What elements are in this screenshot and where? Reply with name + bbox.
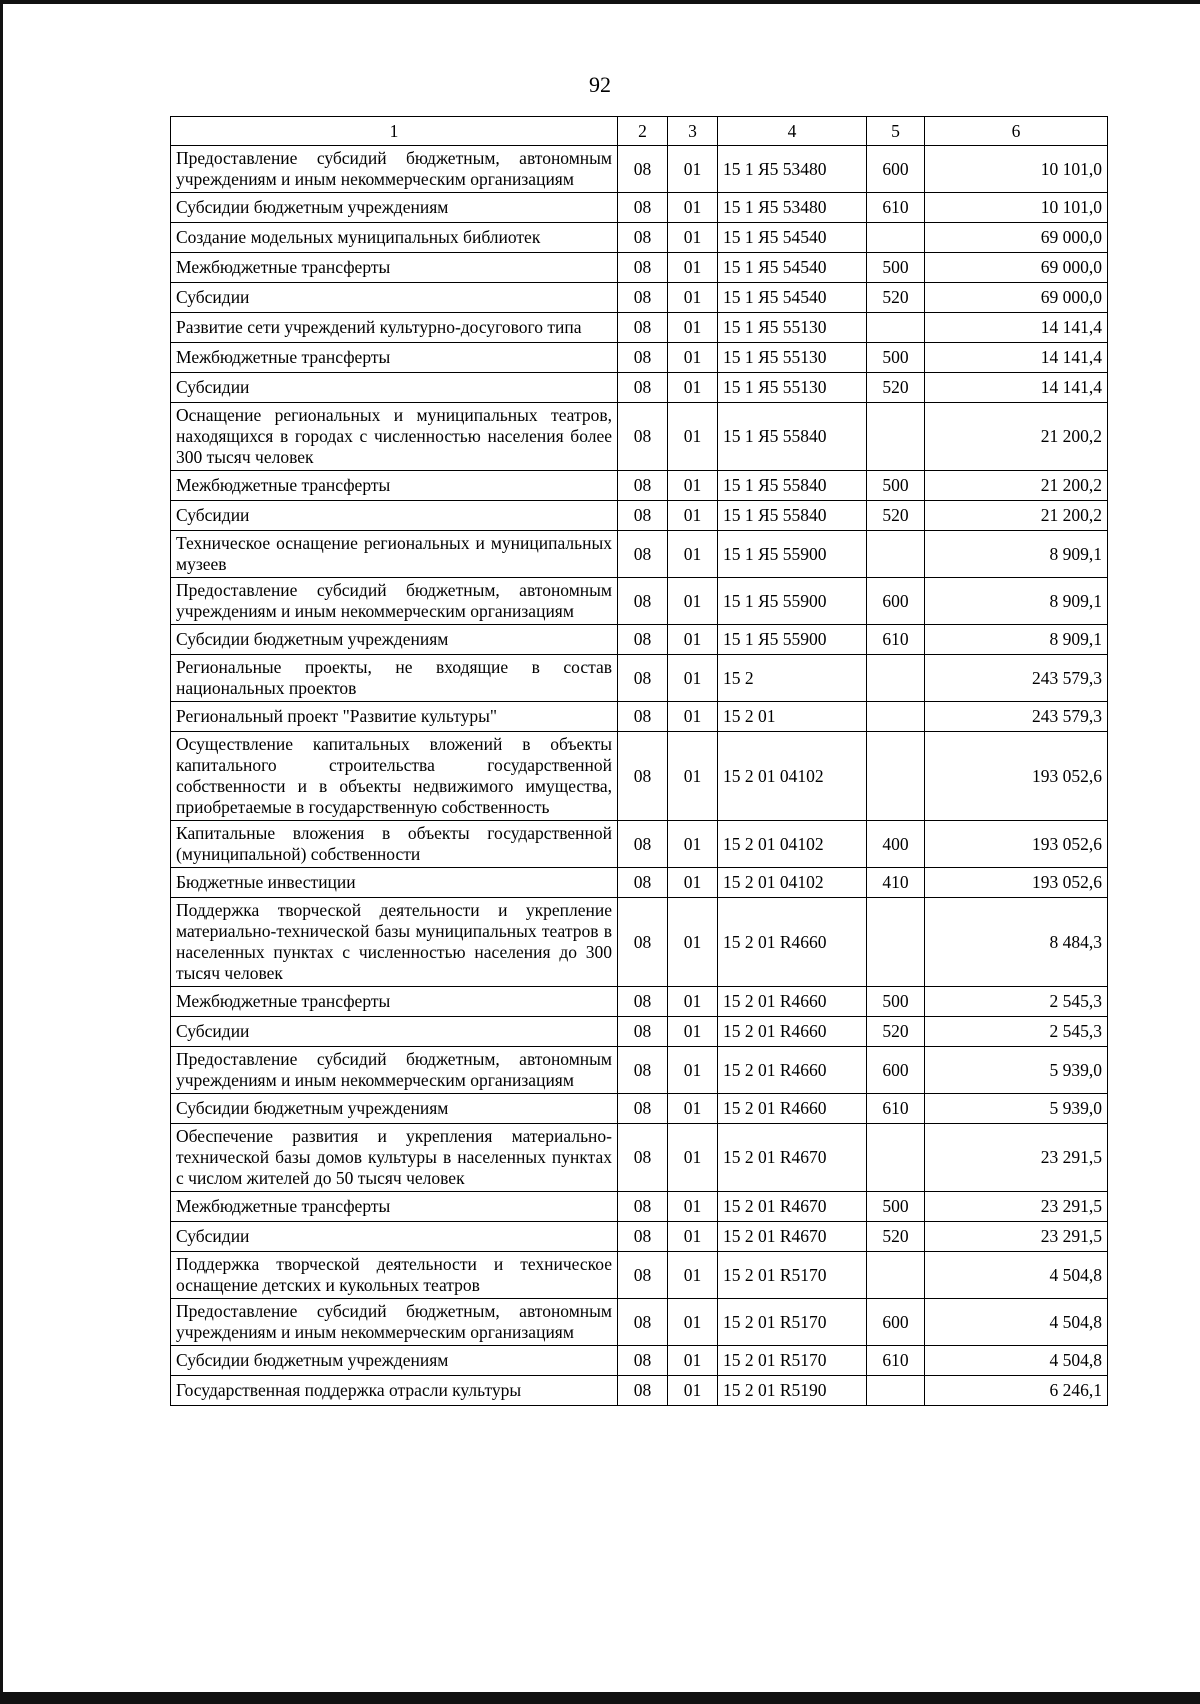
row-expense-type-cell <box>867 732 925 821</box>
row-subsection-cell: 01 <box>668 283 718 313</box>
row-name-cell: Межбюджетные трансферты <box>171 343 618 373</box>
table-row <box>171 223 1108 253</box>
row-section-cell: 08 <box>618 403 668 471</box>
row-amount-cell: 69 000,0 <box>925 223 1108 253</box>
row-amount-cell: 21 200,2 <box>925 403 1108 471</box>
table-row <box>171 1017 1108 1047</box>
table-row <box>171 625 1108 655</box>
table-row <box>171 343 1108 373</box>
row-section-cell: 08 <box>618 1124 668 1192</box>
row-amount-cell: 23 291,5 <box>925 1192 1108 1222</box>
row-amount-cell: 14 141,4 <box>925 343 1108 373</box>
row-name-cell: Региональный проект "Развитие культуры" <box>171 702 618 732</box>
table-row <box>171 821 1108 868</box>
table-row <box>171 1299 1108 1346</box>
row-expense-type-cell: 520 <box>867 373 925 403</box>
table-row <box>171 1192 1108 1222</box>
table-row <box>171 501 1108 531</box>
table-row <box>171 146 1108 193</box>
row-name-cell: Субсидии <box>171 283 618 313</box>
row-expense-type-cell <box>867 1252 925 1299</box>
row-amount-cell: 10 101,0 <box>925 193 1108 223</box>
row-name-cell: Предоставление субсидий бюджетным, автономным учреждениям и иным некоммерческим организациям <box>171 1299 618 1346</box>
row-amount-cell: 14 141,4 <box>925 373 1108 403</box>
row-subsection-cell: 01 <box>668 1124 718 1192</box>
row-section-cell: 08 <box>618 1192 668 1222</box>
row-amount-cell: 14 141,4 <box>925 313 1108 343</box>
table-row <box>171 868 1108 898</box>
row-expense-type-cell: 520 <box>867 501 925 531</box>
row-subsection-cell: 01 <box>668 223 718 253</box>
table-row <box>171 578 1108 625</box>
table-body <box>171 146 1108 1406</box>
row-subsection-cell: 01 <box>668 531 718 578</box>
row-expense-type-cell: 400 <box>867 821 925 868</box>
scan-edge-bottom <box>0 1692 1200 1704</box>
row-section-cell: 08 <box>618 223 668 253</box>
row-name-cell: Региональные проекты, не входящие в состав национальных проектов <box>171 655 618 702</box>
row-expense-type-cell: 600 <box>867 578 925 625</box>
row-name-cell: Государственная поддержка отрасли культуры <box>171 1376 618 1406</box>
row-subsection-cell: 01 <box>668 253 718 283</box>
row-expense-type-cell: 410 <box>867 868 925 898</box>
row-target-article-cell: 15 2 01 R4670 <box>718 1192 867 1222</box>
header-row <box>171 117 1108 146</box>
row-amount-cell: 5 939,0 <box>925 1047 1108 1094</box>
row-name-cell: Субсидии бюджетным учреждениям <box>171 1094 618 1124</box>
row-amount-cell: 5 939,0 <box>925 1094 1108 1124</box>
row-target-article-cell: 15 1 Я5 53480 <box>718 193 867 223</box>
row-subsection-cell: 01 <box>668 343 718 373</box>
row-amount-cell: 8 909,1 <box>925 578 1108 625</box>
row-amount-cell: 69 000,0 <box>925 283 1108 313</box>
table-row <box>171 1346 1108 1376</box>
row-subsection-cell: 01 <box>668 373 718 403</box>
header-col-5: 5 <box>867 117 925 146</box>
row-expense-type-cell: 500 <box>867 471 925 501</box>
row-section-cell: 08 <box>618 313 668 343</box>
row-amount-cell: 69 000,0 <box>925 253 1108 283</box>
table-row <box>171 655 1108 702</box>
row-expense-type-cell: 500 <box>867 987 925 1017</box>
row-name-cell: Субсидии бюджетным учреждениям <box>171 1346 618 1376</box>
row-target-article-cell: 15 1 Я5 55900 <box>718 531 867 578</box>
row-subsection-cell: 01 <box>668 1047 718 1094</box>
row-section-cell: 08 <box>618 146 668 193</box>
row-target-article-cell: 15 1 Я5 53480 <box>718 146 867 193</box>
table-row <box>171 373 1108 403</box>
table-row <box>171 253 1108 283</box>
row-subsection-cell: 01 <box>668 898 718 987</box>
table-row <box>171 1222 1108 1252</box>
row-target-article-cell: 15 2 01 R5190 <box>718 1376 867 1406</box>
row-amount-cell: 23 291,5 <box>925 1222 1108 1252</box>
row-name-cell: Предоставление субсидий бюджетным, автономным учреждениям и иным некоммерческим организациям <box>171 146 618 193</box>
header-col-6: 6 <box>925 117 1108 146</box>
row-target-article-cell: 15 2 01 04102 <box>718 868 867 898</box>
row-amount-cell: 8 909,1 <box>925 531 1108 578</box>
row-expense-type-cell: 600 <box>867 1047 925 1094</box>
row-target-article-cell: 15 2 01 R4660 <box>718 898 867 987</box>
row-target-article-cell: 15 2 01 R4670 <box>718 1124 867 1192</box>
row-subsection-cell: 01 <box>668 1252 718 1299</box>
row-section-cell: 08 <box>618 625 668 655</box>
row-name-cell: Субсидии <box>171 1017 618 1047</box>
row-subsection-cell: 01 <box>668 1192 718 1222</box>
row-section-cell: 08 <box>618 1346 668 1376</box>
row-section-cell: 08 <box>618 343 668 373</box>
row-target-article-cell: 15 1 Я5 54540 <box>718 223 867 253</box>
table-row <box>171 531 1108 578</box>
row-name-cell: Субсидии <box>171 501 618 531</box>
table-row <box>171 898 1108 987</box>
row-subsection-cell: 01 <box>668 313 718 343</box>
table-row <box>171 1252 1108 1299</box>
table-row <box>171 193 1108 223</box>
row-subsection-cell: 01 <box>668 821 718 868</box>
row-subsection-cell: 01 <box>668 1017 718 1047</box>
table-row <box>171 403 1108 471</box>
row-expense-type-cell <box>867 223 925 253</box>
row-subsection-cell: 01 <box>668 702 718 732</box>
row-target-article-cell: 15 2 01 <box>718 702 867 732</box>
row-section-cell: 08 <box>618 732 668 821</box>
row-section-cell: 08 <box>618 702 668 732</box>
row-expense-type-cell: 600 <box>867 1299 925 1346</box>
row-name-cell: Техническое оснащение региональных и муниципальных музеев <box>171 531 618 578</box>
row-expense-type-cell <box>867 1376 925 1406</box>
row-section-cell: 08 <box>618 531 668 578</box>
row-target-article-cell: 15 1 Я5 55840 <box>718 403 867 471</box>
row-target-article-cell: 15 1 Я5 54540 <box>718 283 867 313</box>
row-amount-cell: 6 246,1 <box>925 1376 1108 1406</box>
row-name-cell: Межбюджетные трансферты <box>171 1192 618 1222</box>
table-row <box>171 1376 1108 1406</box>
row-amount-cell: 4 504,8 <box>925 1252 1108 1299</box>
row-expense-type-cell: 520 <box>867 1222 925 1252</box>
header-col-3: 3 <box>668 117 718 146</box>
row-section-cell: 08 <box>618 898 668 987</box>
table-row <box>171 313 1108 343</box>
row-expense-type-cell <box>867 531 925 578</box>
row-target-article-cell: 15 2 <box>718 655 867 702</box>
row-name-cell: Субсидии бюджетным учреждениям <box>171 625 618 655</box>
row-section-cell: 08 <box>618 1094 668 1124</box>
row-expense-type-cell <box>867 898 925 987</box>
row-section-cell: 08 <box>618 821 668 868</box>
row-target-article-cell: 15 2 01 R4670 <box>718 1222 867 1252</box>
row-target-article-cell: 15 2 01 R5170 <box>718 1299 867 1346</box>
row-expense-type-cell <box>867 655 925 702</box>
row-subsection-cell: 01 <box>668 1346 718 1376</box>
row-subsection-cell: 01 <box>668 1376 718 1406</box>
row-name-cell: Создание модельных муниципальных библиотек <box>171 223 618 253</box>
row-name-cell: Субсидии <box>171 1222 618 1252</box>
row-section-cell: 08 <box>618 1222 668 1252</box>
row-section-cell: 08 <box>618 1017 668 1047</box>
row-amount-cell: 243 579,3 <box>925 655 1108 702</box>
row-section-cell: 08 <box>618 373 668 403</box>
scan-edge-left <box>0 0 3 1704</box>
budget-table <box>170 116 1108 1406</box>
row-amount-cell: 21 200,2 <box>925 471 1108 501</box>
row-expense-type-cell <box>867 1124 925 1192</box>
row-target-article-cell: 15 2 01 R4660 <box>718 1047 867 1094</box>
row-target-article-cell: 15 2 01 R4660 <box>718 1017 867 1047</box>
row-target-article-cell: 15 1 Я5 55900 <box>718 578 867 625</box>
row-name-cell: Межбюджетные трансферты <box>171 471 618 501</box>
row-target-article-cell: 15 2 01 R5170 <box>718 1346 867 1376</box>
row-subsection-cell: 01 <box>668 578 718 625</box>
row-name-cell: Капитальные вложения в объекты государственной (муниципальной) собственности <box>171 821 618 868</box>
row-target-article-cell: 15 2 01 R5170 <box>718 1252 867 1299</box>
row-expense-type-cell: 610 <box>867 625 925 655</box>
row-subsection-cell: 01 <box>668 193 718 223</box>
row-amount-cell: 2 545,3 <box>925 1017 1108 1047</box>
row-target-article-cell: 15 1 Я5 54540 <box>718 253 867 283</box>
header-col-1: 1 <box>171 117 618 146</box>
row-name-cell: Осуществление капитальных вложений в объекты капитального строительства государственной собственности и в объекты недвижимого имущества, приобретаемые в государственную собственность <box>171 732 618 821</box>
row-name-cell: Развитие сети учреждений культурно-досугового типа <box>171 313 618 343</box>
table-row <box>171 702 1108 732</box>
table-row <box>171 732 1108 821</box>
row-subsection-cell: 01 <box>668 146 718 193</box>
row-name-cell: Предоставление субсидий бюджетным, автономным учреждениям и иным некоммерческим организациям <box>171 578 618 625</box>
row-subsection-cell: 01 <box>668 1094 718 1124</box>
row-name-cell: Межбюджетные трансферты <box>171 253 618 283</box>
row-name-cell: Межбюджетные трансферты <box>171 987 618 1017</box>
row-expense-type-cell: 610 <box>867 193 925 223</box>
row-amount-cell: 193 052,6 <box>925 821 1108 868</box>
table-row <box>171 283 1108 313</box>
row-section-cell: 08 <box>618 1047 668 1094</box>
row-amount-cell: 21 200,2 <box>925 501 1108 531</box>
row-target-article-cell: 15 2 01 04102 <box>718 821 867 868</box>
table-row <box>171 1124 1108 1192</box>
row-expense-type-cell: 610 <box>867 1094 925 1124</box>
row-section-cell: 08 <box>618 1299 668 1346</box>
row-name-cell: Предоставление субсидий бюджетным, автономным учреждениям и иным некоммерческим организациям <box>171 1047 618 1094</box>
table-row <box>171 1094 1108 1124</box>
row-amount-cell: 243 579,3 <box>925 702 1108 732</box>
row-name-cell: Оснащение региональных и муниципальных театров, находящихся в городах с численностью населения более 300 тысяч человек <box>171 403 618 471</box>
row-subsection-cell: 01 <box>668 1222 718 1252</box>
row-section-cell: 08 <box>618 193 668 223</box>
row-subsection-cell: 01 <box>668 471 718 501</box>
row-section-cell: 08 <box>618 868 668 898</box>
row-amount-cell: 8 909,1 <box>925 625 1108 655</box>
row-expense-type-cell: 600 <box>867 146 925 193</box>
row-section-cell: 08 <box>618 578 668 625</box>
row-section-cell: 08 <box>618 655 668 702</box>
row-section-cell: 08 <box>618 1252 668 1299</box>
row-amount-cell: 10 101,0 <box>925 146 1108 193</box>
row-expense-type-cell: 520 <box>867 283 925 313</box>
table-row <box>171 987 1108 1017</box>
header-col-2: 2 <box>618 117 668 146</box>
row-name-cell: Поддержка творческой деятельности и техническое оснащение детских и кукольных театров <box>171 1252 618 1299</box>
row-section-cell: 08 <box>618 253 668 283</box>
header-col-4: 4 <box>718 117 867 146</box>
row-name-cell: Бюджетные инвестиции <box>171 868 618 898</box>
row-name-cell: Субсидии бюджетным учреждениям <box>171 193 618 223</box>
row-subsection-cell: 01 <box>668 403 718 471</box>
row-target-article-cell: 15 2 01 R4660 <box>718 987 867 1017</box>
row-name-cell: Субсидии <box>171 373 618 403</box>
scan-edge-top <box>0 0 1200 4</box>
row-expense-type-cell <box>867 702 925 732</box>
row-target-article-cell: 15 1 Я5 55840 <box>718 501 867 531</box>
row-subsection-cell: 01 <box>668 655 718 702</box>
row-amount-cell: 193 052,6 <box>925 868 1108 898</box>
row-amount-cell: 4 504,8 <box>925 1346 1108 1376</box>
row-amount-cell: 2 545,3 <box>925 987 1108 1017</box>
row-target-article-cell: 15 1 Я5 55130 <box>718 343 867 373</box>
row-target-article-cell: 15 1 Я5 55840 <box>718 471 867 501</box>
row-subsection-cell: 01 <box>668 501 718 531</box>
row-subsection-cell: 01 <box>668 625 718 655</box>
row-expense-type-cell <box>867 313 925 343</box>
row-expense-type-cell <box>867 403 925 471</box>
table-row <box>171 471 1108 501</box>
row-target-article-cell: 15 1 Я5 55900 <box>718 625 867 655</box>
row-expense-type-cell: 500 <box>867 343 925 373</box>
row-expense-type-cell: 500 <box>867 1192 925 1222</box>
row-subsection-cell: 01 <box>668 868 718 898</box>
row-name-cell: Обеспечение развития и укрепления материально-технической базы домов культуры в населенных пунктах с числом жителей до 50 тысяч человек <box>171 1124 618 1192</box>
row-section-cell: 08 <box>618 501 668 531</box>
row-section-cell: 08 <box>618 283 668 313</box>
row-expense-type-cell: 500 <box>867 253 925 283</box>
row-subsection-cell: 01 <box>668 1299 718 1346</box>
row-section-cell: 08 <box>618 471 668 501</box>
row-section-cell: 08 <box>618 987 668 1017</box>
row-amount-cell: 8 484,3 <box>925 898 1108 987</box>
row-target-article-cell: 15 1 Я5 55130 <box>718 313 867 343</box>
row-section-cell: 08 <box>618 1376 668 1406</box>
row-target-article-cell: 15 2 01 R4660 <box>718 1094 867 1124</box>
row-amount-cell: 4 504,8 <box>925 1299 1108 1346</box>
row-subsection-cell: 01 <box>668 987 718 1017</box>
row-amount-cell: 193 052,6 <box>925 732 1108 821</box>
row-name-cell: Поддержка творческой деятельности и укрепление материально-технической базы муниципальных театров в населенных пунктах с численностью населения до 300 тысяч человек <box>171 898 618 987</box>
row-target-article-cell: 15 1 Я5 55130 <box>718 373 867 403</box>
table-row <box>171 1047 1108 1094</box>
page-number: 92 <box>589 72 611 97</box>
row-amount-cell: 23 291,5 <box>925 1124 1108 1192</box>
row-target-article-cell: 15 2 01 04102 <box>718 732 867 821</box>
row-subsection-cell: 01 <box>668 732 718 821</box>
row-expense-type-cell: 520 <box>867 1017 925 1047</box>
row-expense-type-cell: 610 <box>867 1346 925 1376</box>
